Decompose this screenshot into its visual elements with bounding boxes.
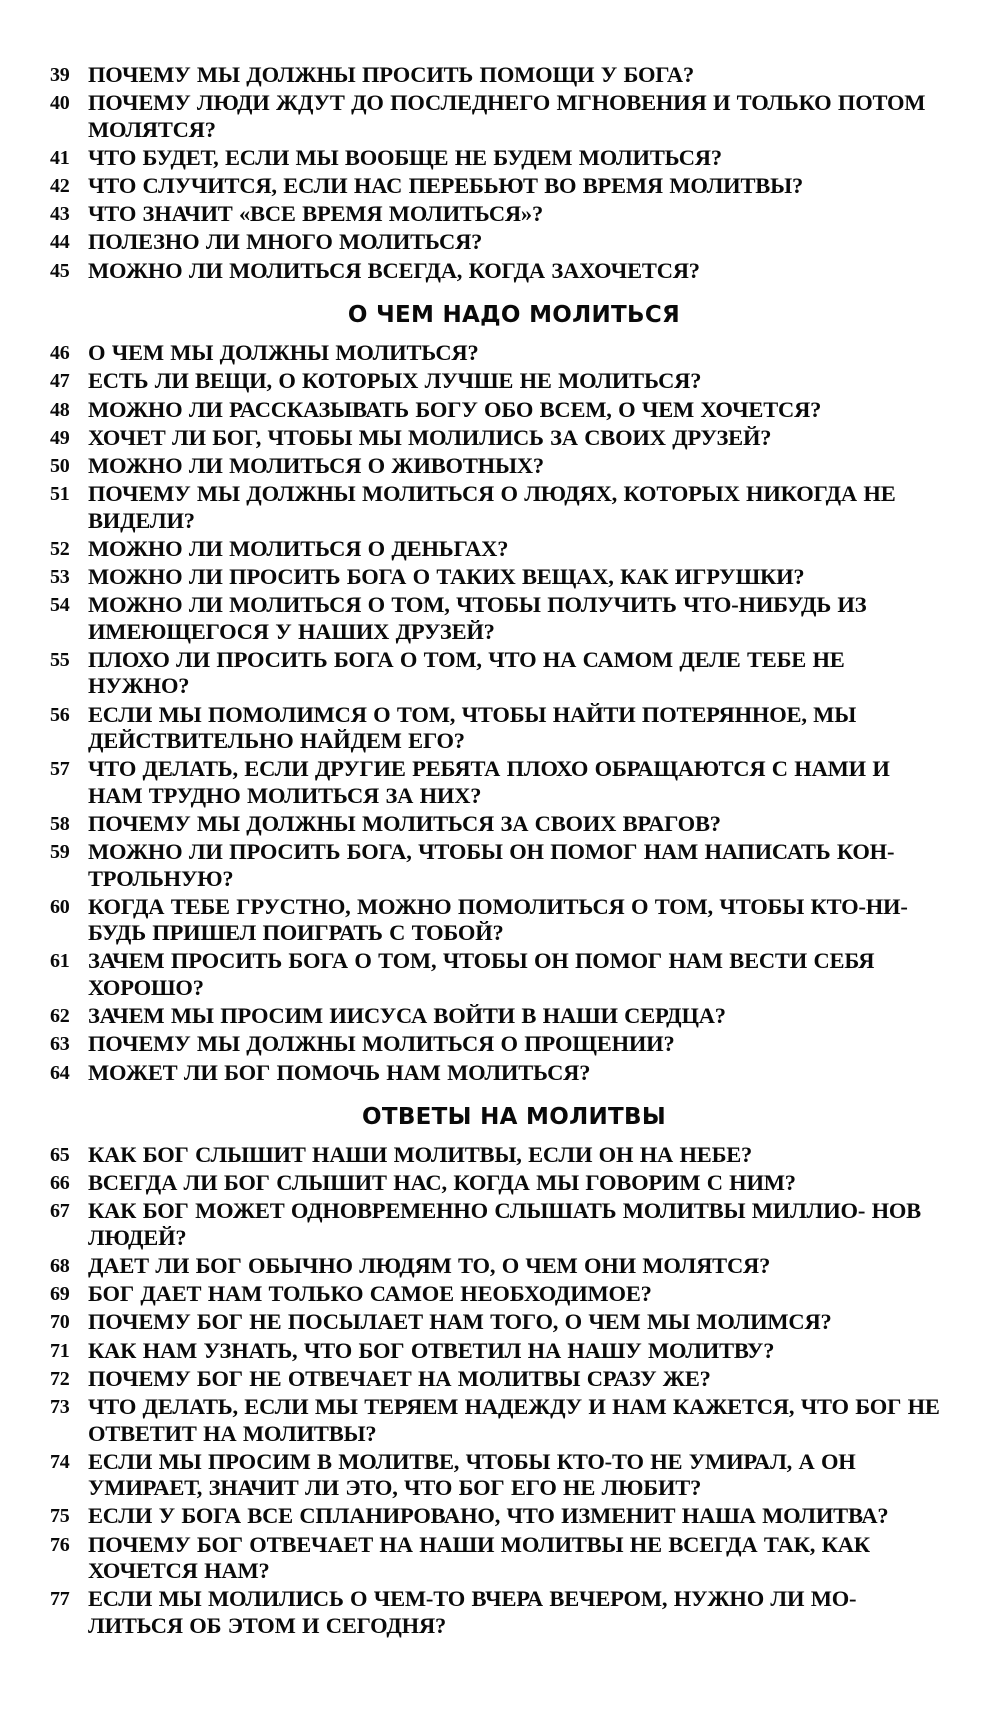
- item-number: 58: [50, 812, 70, 835]
- item-number: 51: [50, 483, 70, 506]
- list-item: [50, 1503, 940, 1530]
- item-number: 64: [50, 1061, 70, 1084]
- list-item: [50, 258, 940, 285]
- item-number: 40: [50, 92, 70, 115]
- item-number: 63: [50, 1033, 70, 1056]
- question-text: ВСЕГДА ЛИ БОГ СЛЫШИТ НАС, КОГДА МЫ ГОВОРИМ С НИМ?: [88, 1170, 796, 1196]
- item-number: 48: [50, 398, 70, 421]
- list-item: [50, 948, 940, 1001]
- list-item: [50, 702, 940, 755]
- question-text: ЕСЛИ МЫ ПОМОЛИМСЯ О ТОМ, ЧТОБЫ НАЙТИ ПОТЕРЯННОЕ, МЫ ДЕЙСТВИТЕЛЬНО НАЙДЕМ ЕГО?: [88, 701, 857, 753]
- question-text: ПОЧЕМУ МЫ ДОЛЖНЫ МОЛИТЬСЯ ЗА СВОИХ ВРАГОВ?: [88, 810, 721, 836]
- question-text: ЕСЛИ МЫ МОЛИЛИСЬ О ЧЕМ-ТО ВЧЕРА ВЕЧЕРОМ, НУЖНО ЛИ МО- ЛИТЬСЯ ОБ ЭТОМ И СЕГОДНЯ?: [88, 1586, 857, 1638]
- list-item: [50, 229, 940, 256]
- question-text: ЧТО ЗНАЧИТ «ВСЕ ВРЕМЯ МОЛИТЬСЯ»?: [88, 201, 544, 227]
- list-item: [50, 1366, 940, 1393]
- item-number: 55: [50, 648, 70, 671]
- section-answers: [50, 1142, 940, 1639]
- item-number: 53: [50, 565, 70, 588]
- item-number: 56: [50, 703, 70, 726]
- list-item: [50, 145, 940, 172]
- list-item: [50, 1031, 940, 1058]
- item-number: 77: [50, 1588, 70, 1611]
- question-text: КАК БОГ МОЖЕТ ОДНОВРЕМЕННО СЛЫШАТЬ МОЛИТВЫ МИЛЛИО- НОВ ЛЮДЕЙ?: [88, 1198, 921, 1250]
- list-item: [50, 340, 940, 367]
- list-item: [50, 453, 940, 480]
- list-item: [50, 1586, 940, 1639]
- question-text: МОЖНО ЛИ МОЛИТЬСЯ О ДЕНЬГАХ?: [88, 535, 509, 561]
- item-number: 46: [50, 342, 70, 365]
- item-number: 74: [50, 1450, 70, 1473]
- item-number: 60: [50, 895, 70, 918]
- item-number: 47: [50, 370, 70, 393]
- question-text: ПЛОХО ЛИ ПРОСИТЬ БОГА О ТОМ, ЧТО НА САМОМ ДЕЛЕ ТЕБЕ НЕ НУЖНО?: [88, 646, 845, 699]
- question-text: МОЖНО ЛИ МОЛИТЬСЯ ВСЕГДА, КОГДА ЗАХОЧЕТСЯ?: [88, 257, 700, 283]
- list-item: [50, 1142, 940, 1169]
- question-text: КАК НАМ УЗНАТЬ, ЧТО БОГ ОТВЕТИЛ НА НАШУ МОЛИТВУ?: [88, 1337, 775, 1363]
- question-text: ЧТО СЛУЧИТСЯ, ЕСЛИ НАС ПЕРЕБЬЮТ ВО ВРЕМЯ МОЛИТВЫ?: [88, 173, 804, 199]
- item-number: 67: [50, 1200, 70, 1223]
- question-text: ПОЧЕМУ БОГ ОТВЕЧАЕТ НА НАШИ МОЛИТВЫ НЕ ВСЕГДА ТАК, КАК ХОЧЕТСЯ НАМ?: [88, 1531, 870, 1584]
- list-item: [50, 1170, 940, 1197]
- list-item: [50, 397, 940, 424]
- list-item: [50, 201, 940, 228]
- list-item: [50, 62, 940, 89]
- item-number: 70: [50, 1311, 70, 1334]
- item-number: 73: [50, 1396, 70, 1418]
- question-text: ЧТО ДЕЛАТЬ, ЕСЛИ МЫ ТЕРЯЕМ НАДЕЖДУ И НАМ КАЖЕТСЯ, ЧТО БОГ НЕ ОТВЕТИТ НА МОЛИТВЫ?: [88, 1394, 940, 1446]
- question-text: КАК БОГ СЛЫШИТ НАШИ МОЛИТВЫ, ЕСЛИ ОН НА НЕБЕ?: [88, 1142, 753, 1167]
- question-text: МОЖНО ЛИ ПРОСИТЬ БОГА О ТАКИХ ВЕЩАХ, КАК ИГРУШКИ?: [88, 563, 805, 589]
- item-number: 62: [50, 1005, 70, 1028]
- question-text: ПОЛЕЗНО ЛИ МНОГО МОЛИТЬСЯ?: [88, 229, 483, 255]
- question-text: ДАЕТ ЛИ БОГ ОБЫЧНО ЛЮДЯМ ТО, О ЧЕМ ОНИ МОЛЯТСЯ?: [88, 1253, 771, 1279]
- item-number: 75: [50, 1505, 70, 1528]
- list-item: [50, 839, 940, 892]
- question-text: ХОЧЕТ ЛИ БОГ, ЧТОБЫ МЫ МОЛИЛИСЬ ЗА СВОИХ ДРУЗЕЙ?: [88, 424, 772, 450]
- list-item: [50, 1003, 940, 1030]
- item-number: 76: [50, 1533, 70, 1556]
- list-item: [50, 425, 940, 452]
- item-number: 44: [50, 231, 70, 254]
- question-text: ПОЧЕМУ БОГ НЕ ОТВЕЧАЕТ НА МОЛИТВЫ СРАЗУ ЖЕ?: [88, 1365, 711, 1391]
- list-item: [50, 564, 940, 591]
- question-text: МОЖЕТ ЛИ БОГ ПОМОЧЬ НАМ МОЛИТЬСЯ?: [88, 1059, 591, 1085]
- list-item: [50, 1338, 940, 1365]
- item-number: 68: [50, 1255, 70, 1278]
- list-item: [50, 1532, 940, 1585]
- item-number: 45: [50, 259, 70, 282]
- item-number: 39: [50, 64, 70, 86]
- question-text: ЗАЧЕМ МЫ ПРОСИМ ИИСУСА ВОЙТИ В НАШИ СЕРДЦА?: [88, 1003, 726, 1029]
- list-item: [50, 173, 940, 200]
- question-text: БОГ ДАЕТ НАМ ТОЛЬКО САМОЕ НЕОБХОДИМОЕ?: [88, 1281, 652, 1307]
- list-item: [50, 481, 940, 534]
- question-text: ЧТО БУДЕТ, ЕСЛИ МЫ ВООБЩЕ НЕ БУДЕМ МОЛИТЬСЯ?: [88, 144, 722, 170]
- list-item: [50, 1309, 940, 1336]
- item-number: 50: [50, 454, 70, 477]
- item-number: 49: [50, 426, 70, 449]
- item-number: 61: [50, 950, 70, 973]
- item-number: 69: [50, 1283, 70, 1306]
- question-text: ПОЧЕМУ ЛЮДИ ЖДУТ ДО ПОСЛЕДНЕГО МГНОВЕНИЯ И ТОЛЬКО ПОТОМ МОЛЯТСЯ?: [88, 90, 926, 142]
- question-text: ЕСТЬ ЛИ ВЕЩИ, О КОТОРЫХ ЛУЧШЕ НЕ МОЛИТЬСЯ?: [88, 368, 702, 394]
- question-text: ПОЧЕМУ МЫ ДОЛЖНЫ МОЛИТЬСЯ О ПРОЩЕНИИ?: [88, 1031, 675, 1057]
- list-item: [50, 1281, 940, 1308]
- list-item: [50, 1253, 940, 1280]
- question-text: МОЖНО ЛИ ПРОСИТЬ БОГА, ЧТОБЫ ОН ПОМОГ НАМ НАПИСАТЬ КОН- ТРОЛЬНУЮ?: [88, 839, 895, 891]
- question-text: МОЖНО ЛИ РАССКАЗЫВАТЬ БОГУ ОБО ВСЕМ, О ЧЕМ ХОЧЕТСЯ?: [88, 396, 822, 422]
- item-number: 52: [50, 537, 70, 560]
- item-number: 66: [50, 1172, 70, 1195]
- item-number: 72: [50, 1367, 70, 1390]
- question-text: ЕСЛИ У БОГА ВСЕ СПЛАНИРОВАНО, ЧТО ИЗМЕНИТ НАША МОЛИТВА?: [88, 1503, 889, 1529]
- question-text: ПОЧЕМУ МЫ ДОЛЖНЫ ПРОСИТЬ ПОМОЩИ У БОГА?: [88, 62, 695, 87]
- section-heading-answers: ОТВЕТЫ НА МОЛИТВЫ: [361, 1104, 666, 1130]
- list-item: [50, 811, 940, 838]
- item-number: 59: [50, 841, 70, 864]
- list-item: [50, 90, 940, 143]
- item-number: 57: [50, 758, 70, 781]
- list-item: [50, 647, 940, 700]
- item-number: 43: [50, 203, 70, 226]
- question-text: МОЖНО ЛИ МОЛИТЬСЯ О ЖИВОТНЫХ?: [88, 452, 544, 478]
- item-number: 65: [50, 1144, 70, 1166]
- question-text: КОГДА ТЕБЕ ГРУСТНО, МОЖНО ПОМОЛИТЬСЯ О ТОМ, ЧТОБЫ КТО-НИ- БУДЬ ПРИШЕЛ ПОИГРАТЬ С ТОБОЙ?: [88, 893, 908, 946]
- list-item: [50, 1394, 940, 1447]
- list-item: [50, 368, 940, 395]
- list-item: [50, 536, 940, 563]
- list-item: [50, 1449, 940, 1502]
- section-heading-what-to-pray: О ЧЕМ НАДО МОЛИТЬСЯ: [347, 302, 681, 329]
- item-number: 54: [50, 594, 70, 617]
- list-item: [50, 756, 940, 809]
- item-number: 42: [50, 175, 70, 198]
- question-text: ПОЧЕМУ МЫ ДОЛЖНЫ МОЛИТЬСЯ О ЛЮДЯХ, КОТОРЫХ НИКОГДА НЕ ВИДЕЛИ?: [88, 481, 896, 533]
- contents-page: [50, 62, 940, 1641]
- question-text: ЕСЛИ МЫ ПРОСИМ В МОЛИТВЕ, ЧТОБЫ КТО-ТО НЕ УМИРАЛ, А ОН УМИРАЕТ, ЗНАЧИТ ЛИ ЭТО, ЧТО БОГ ЕГО НЕ ЛЮБИТ?: [88, 1448, 856, 1501]
- item-number: 71: [50, 1339, 70, 1362]
- question-text: МОЖНО ЛИ МОЛИТЬСЯ О ТОМ, ЧТОБЫ ПОЛУЧИТЬ ЧТО-НИБУДЬ ИЗ ИМЕЮЩЕГОСЯ У НАШИХ ДРУЗЕЙ?: [88, 592, 867, 644]
- list-item: [50, 894, 940, 947]
- question-text: О ЧЕМ МЫ ДОЛЖНЫ МОЛИТЬСЯ?: [88, 340, 479, 366]
- item-number: 41: [50, 146, 70, 169]
- question-text: ЧТО ДЕЛАТЬ, ЕСЛИ ДРУГИЕ РЕБЯТА ПЛОХО ОБРАЩАЮТСЯ С НАМИ И НАМ ТРУДНО МОЛИТЬСЯ ЗА НИХ?: [88, 756, 890, 808]
- list-item: [50, 1198, 940, 1251]
- section-general: [50, 62, 940, 284]
- section-what-to-pray: [50, 340, 940, 1086]
- list-item: [50, 1060, 940, 1087]
- question-text: ЗАЧЕМ ПРОСИТЬ БОГА О ТОМ, ЧТОБЫ ОН ПОМОГ НАМ ВЕСТИ СЕБЯ ХОРОШО?: [88, 948, 875, 1000]
- list-item: [50, 592, 940, 645]
- question-text: ПОЧЕМУ БОГ НЕ ПОСЫЛАЕТ НАМ ТОГО, О ЧЕМ МЫ МОЛИМСЯ?: [88, 1309, 832, 1335]
